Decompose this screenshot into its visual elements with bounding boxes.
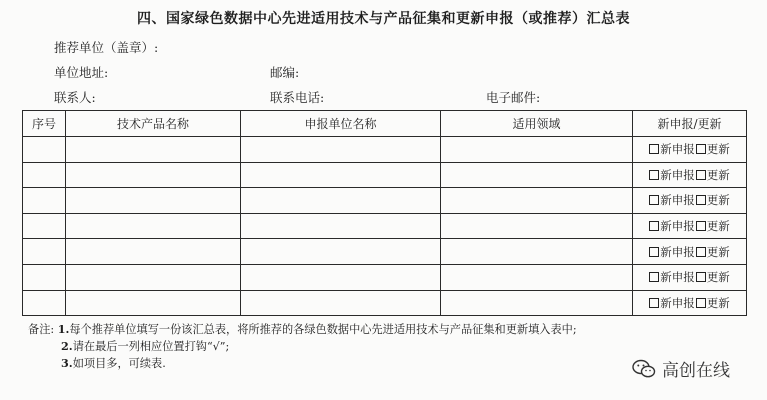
note-number: 1. [57,322,70,336]
new-label: 新申报 [660,219,695,234]
new-checkbox[interactable] [649,144,659,154]
header-application-field: 适用领域 [441,111,633,137]
field-phone: 联系电话: [270,90,325,105]
index-cell[interactable] [23,264,66,290]
applicant-name-cell[interactable] [241,213,441,239]
update-checkbox[interactable] [696,144,706,154]
field-contact: 联系人: [54,90,96,105]
note-number: 2. [61,339,73,353]
application-field-cell[interactable] [441,290,633,316]
application-field-cell[interactable] [441,162,633,188]
form-title: 四、国家绿色数据中心先进适用技术与产品征集和更新申报（或推荐）汇总表 [137,11,630,27]
index-cell[interactable] [23,239,66,265]
update-label: 更新 [706,295,730,310]
new-checkbox[interactable] [649,247,659,257]
update-checkbox[interactable] [696,298,706,308]
new-label: 新申报 [660,270,695,285]
index-cell[interactable] [23,137,66,163]
index-cell[interactable] [23,290,66,316]
watermark-text: 高创在线 [662,361,730,381]
applicant-name-cell[interactable] [241,137,441,163]
field-email: 电子邮件: [486,90,541,105]
field-recommender: 推荐单位（盖章）: [54,40,159,55]
table-row [23,239,747,265]
applicant-name-cell[interactable] [241,188,441,214]
index-cell[interactable] [23,213,66,239]
product-name-cell[interactable] [66,137,241,163]
table-header-row [23,111,747,137]
product-name-cell[interactable] [66,162,241,188]
application-field-cell[interactable] [441,137,633,163]
applicant-name-cell[interactable] [241,239,441,265]
new-label: 新申报 [660,295,695,310]
table-row [23,213,747,239]
header-new-or-update: 新申报/更新 [633,111,747,137]
table-row [23,188,747,214]
application-field-cell[interactable] [441,213,633,239]
new-checkbox[interactable] [649,170,659,180]
product-name-cell[interactable] [66,239,241,265]
new-or-update-cell [633,213,747,239]
update-checkbox[interactable] [696,195,706,205]
field-address: 单位地址: [54,65,109,80]
note-text: 如项目多，可续表. [72,357,166,370]
note-number: 3. [61,356,73,370]
application-field-cell[interactable] [441,264,633,290]
index-cell[interactable] [23,162,66,188]
header-index: 序号 [23,111,66,137]
update-label: 更新 [706,219,730,234]
product-name-cell[interactable] [66,264,241,290]
update-checkbox[interactable] [696,170,706,180]
new-or-update-cell [633,162,747,188]
new-label: 新申报 [660,167,695,182]
notes-section [28,321,577,372]
update-label: 更新 [706,270,730,285]
new-or-update-cell [633,239,747,265]
note-text: 每个推荐单位填写一份该汇总表，将所推荐的各绿色数据中心先进适用技术与产品征集和更新填入表中; [69,323,577,336]
update-checkbox[interactable] [696,221,706,231]
product-name-cell[interactable] [66,188,241,214]
wechat-icon [632,359,656,379]
new-label: 新申报 [660,142,695,157]
table-row [23,264,747,290]
new-checkbox[interactable] [649,298,659,308]
applicant-name-cell[interactable] [241,264,441,290]
update-label: 更新 [706,193,730,208]
new-checkbox[interactable] [649,272,659,282]
header-product-name: 技术产品名称 [66,111,241,137]
table-row [23,137,747,163]
applicant-name-cell[interactable] [241,290,441,316]
summary-table [22,110,747,316]
new-checkbox[interactable] [649,195,659,205]
table-row [23,162,747,188]
new-label: 新申报 [660,244,695,259]
update-checkbox[interactable] [696,272,706,282]
notes-label: 备注: [28,323,55,336]
new-or-update-cell [633,264,747,290]
application-field-cell[interactable] [441,239,633,265]
application-field-cell[interactable] [441,188,633,214]
new-checkbox[interactable] [649,221,659,231]
table-row [23,290,747,316]
note-text: 请在最后一列相应位置打钩“√”; [72,340,230,353]
update-checkbox[interactable] [696,247,706,257]
new-or-update-cell [633,137,747,163]
field-postcode: 邮编: [270,65,300,80]
applicant-name-cell[interactable] [241,162,441,188]
new-or-update-cell [633,290,747,316]
update-label: 更新 [706,244,730,259]
update-label: 更新 [706,142,730,157]
new-label: 新申报 [660,193,695,208]
index-cell[interactable] [23,188,66,214]
product-name-cell[interactable] [66,213,241,239]
header-applicant-name: 申报单位名称 [241,111,441,137]
product-name-cell[interactable] [66,290,241,316]
new-or-update-cell [633,188,747,214]
watermark [632,356,730,381]
update-label: 更新 [706,167,730,182]
